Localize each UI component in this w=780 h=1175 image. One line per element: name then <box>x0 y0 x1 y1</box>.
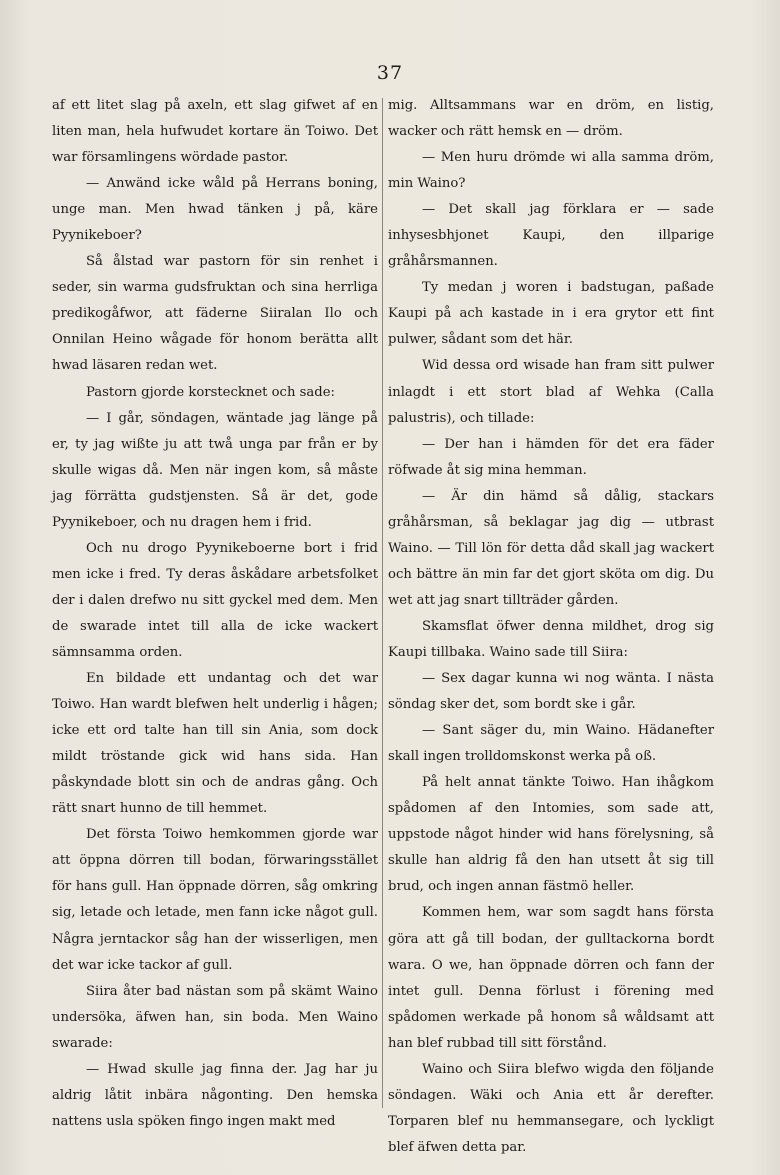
paragraph: — Der han i hämden för det era fäder röfwade åt sig mina hemman. <box>388 436 714 478</box>
paragraph: mig. Alltsammans war en dröm, en listig, wacker och rätt hemsk en — dröm. <box>388 98 714 140</box>
paragraph: Det första Toiwo hemkommen gjorde war att öppna dörren till bodan, förwaringsstället för hans gull. Han öppnade dörren, såg omkring sig, letade och letade, men fann icke något gull. Några jerntackor såg han der wisserligen, men det war icke tackor af gull. <box>52 827 378 973</box>
paragraph: af ett litet slag på axeln, ett slag gifwet af en liten man, hela hufwudet kortare än Toiwo. Det war församlingens wördade pastor. <box>52 98 378 166</box>
paragraph: — Anwänd icke wåld på Herrans boning, unge man. Men hwad tänken j på, käre Pyynikeboer? <box>52 176 378 244</box>
paragraph: Kommen hem, war som sagdt hans första göra att gå till bodan, der gulltackorna bordt wara. O we, han öppnade dörren och fann der intet gull. Denna förlust i förening med spådomen werkade på honom så wåldsamt att han blef rubbad till sitt förstånd. <box>388 905 714 1051</box>
paragraph: En bildade ett undantag och det war Toiwo. Han wardt blefwen helt underlig i hågen; icke ett ord talte han till sin Ania, som dock mildt tröstande gick wid hans sida. Han påskyndade blott sin och de andras gång. Och rätt snart hunno de till hemmet. <box>52 671 378 817</box>
paragraph: På helt annat tänkte Toiwo. Han ihågkom spådomen af den Intomies, som sade att, uppstode något hinder wid hans förelysning, så skulle han aldrig få den han utsett åt sig till brud, och ingen annan fästmö heller. <box>388 775 714 895</box>
paragraph: Siira åter bad nästan som på skämt Waino undersöka, äfwen han, sin boda. Men Waino swarade: <box>52 983 378 1051</box>
paragraph: — Sant säger du, min Waino. Hädanefter skall ingen trolldomskonst werka på oß. <box>388 723 714 765</box>
paragraph: — I går, söndagen, wäntade jag länge på er, ty jag wißte ju att twå unga par från er by skulle wigas då. Men när ingen kom, så måste jag förrätta gudstjensten. Så är det, gode Pyynikeboer, och nu dragen hem i frid. <box>52 410 378 530</box>
paragraph: Ty medan j woren i badstugan, paßade Kaupi på ach kastade in i era grytor ett fint pulwer, sådant som det här. <box>388 280 714 348</box>
paragraph: Wid dessa ord wisade han fram sitt pulwer inlagdt i ett stort blad af Wehka (Calla palustris), och tillade: <box>388 358 714 426</box>
paragraph: Skamsflat öfwer denna mildhet, drog sig Kaupi tillbaka. Waino sade till Siira: <box>388 618 714 660</box>
paragraph: — Är din hämd så dålig, stackars gråhårsman, så beklagar jag dig — utbrast Waino. — Till lön för detta dåd skall jag wackert och bättre än min far det gjort sköta om dig. Du wet att jag snart tillträder gården. <box>388 488 714 608</box>
right-column <box>388 93 714 1161</box>
paragraph: — Sex dagar kunna wi nog wänta. I nästa söndag sker det, som bordt ske i går. <box>388 671 714 713</box>
paragraph: Waino och Siira blefwo wigda den följande söndagen. Wäki och Ania ett år derefter. Torparen blef nu hemmansegare, och lyckligt blef äfwen detta par. <box>388 1061 714 1155</box>
paragraph: Pastorn gjorde korstecknet och sade: <box>86 384 335 400</box>
paragraph: — Men huru drömde wi alla samma dröm, min Waino? <box>388 150 714 192</box>
paragraph: Och nu drogo Pyynikeboerne bort i frid men icke i fred. Ty deras åskådare arbetsfolket der i dalen drefwo nu sitt gyckel med dem. Men de swarade intet till alla de icke wackert sämnsamma orden. <box>52 540 378 660</box>
page-number: 37 <box>376 62 404 84</box>
column-divider <box>382 98 383 1108</box>
left-column <box>52 93 378 1135</box>
paragraph: — Hwad skulle jag finna der. Jag har ju aldrig låtit inbära någonting. Den hemska nattens usla spöken fingo ingen makt med <box>52 1061 378 1129</box>
paragraph: Så ålstad war pastorn för sin renhet i seder, sin warma gudsfruktan och sina herrliga predikogåfwor, att fäderne Siiralan Ilo och Onnilan Heino wågade för honom berätta allt hwad läsaren redan wet. <box>52 254 378 374</box>
paragraph: — Det skall jag förklara er — sade inhysesbhjonet Kaupi, den illparige gråhårsmannen. <box>388 202 714 270</box>
